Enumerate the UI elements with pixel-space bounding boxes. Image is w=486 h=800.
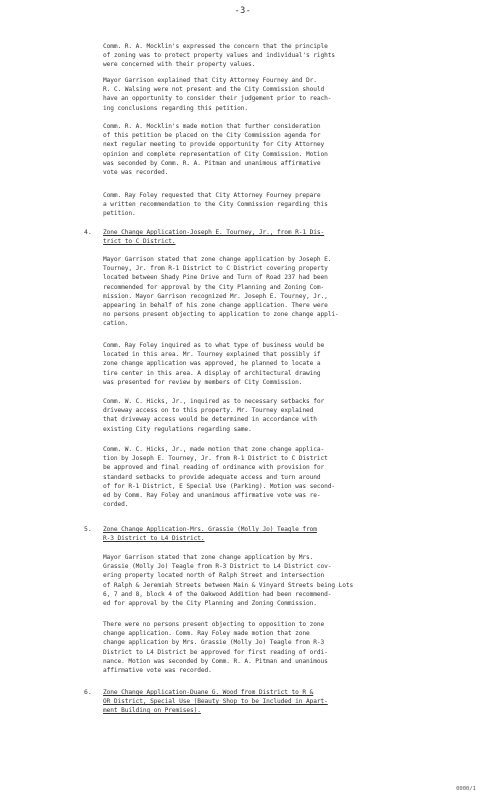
paragraph-mayor-explained: Mayor Garrison explained that City Attorney Fourney and Dr. R. C. Walsing were not present and the City Commission should have an opportunity to consider their judgement prior to reach- ing conclusions regarding this petition. bbox=[103, 77, 332, 112]
paragraph-mocklin-concern: Comm. R. A. Mocklin's expressed the concern that the principle of zoning was to protect property values and individual's rights were concerned with their property values. bbox=[103, 43, 336, 69]
paragraph-foley-request: Comm. Ray Foley requested that City Attorney Fourney prepare a written recommendation to the City Commission regarding this petition. bbox=[103, 192, 328, 218]
heading-zone-change-tourney: Zone Change Application-Joseph E. Tourney, Jr., from R-1 Dis- trict to C District. bbox=[103, 229, 325, 246]
paragraph-no-objection-teagle: There were no persons present objecting to opposition to zone change application. Comm. Ray Foley made motion that zone change application by Mrs. Grassie (Molly Jo) Teagle from R-3 District to L4 District be approved for first reading of ordi- nance. Motion was seconded by Comm. R. A. Pitman and unanimous affirmative vote was recorded. bbox=[103, 621, 328, 675]
page-number: -3- bbox=[234, 6, 252, 16]
heading-zone-change-teagle: Zone Change Application-Mrs. Grassie (Molly Jo) Teagle from R-3 District to L4 District. bbox=[103, 526, 317, 543]
item-number-6: 6. bbox=[84, 688, 92, 696]
heading-zone-change-wood: Zone Change Application-Duane G. Wood from District to R & OR District, Special Use (Beauty Shop to be Included in Apart- ment Building on Premises). bbox=[103, 689, 328, 715]
footer-code: 0000/1 bbox=[456, 786, 476, 792]
paragraph-motion-agenda: Comm. R. A. Mocklin's made motion that further consideration of this petition be placed on the City Commission agenda for next regular meeting to provide opportunity for City Attorney opinion and complete representation of City Commission. Motion was seconded by Comm. R. A. Pitman and unanimous affirmative vote was recorded. bbox=[103, 123, 328, 177]
item-number-4: 4. bbox=[84, 228, 92, 236]
paragraph-hicks-motion: Comm. W. C. Hicks, Jr., made motion that zone change applica- tion by Joseph E. Tourney, Jr. from R-1 District to C District be approved and final reading of ordinance with provision for standard setbacks to provide adequate access and turn around of for R-1 District, E Special Use (Parking). Motion was second- ed by Comm. Ray Foley and unanimous affirmative vote was re- corded. bbox=[103, 446, 336, 509]
item-number-5: 5. bbox=[84, 525, 92, 533]
paragraph-mayor-tourney: Mayor Garrison stated that zone change application by Joseph E. Tourney, Jr. from R-1 District to C District covering property located between Shady Pine Drive and Turn of Road 237 had been recommended for approval by the City Planning and Zoning Com- mission. Mayor Garrison recognized Mr. Joseph E. Tourney, Jr., appearing in behalf of his zone change application. There were no persons present objecting to application to zone change appli- cation. bbox=[103, 256, 339, 328]
paragraph-mayor-teagle: Mayor Garrison stated that zone change application by Mrs. Grassie (Molly Jo) Teagle from R-3 District to L4 District cov- ering property located north of Ralph Street and intersection of Ralph & Jeremiah Streets between Main & Vinyard Streets being Lots 6, 7 and 8, block 4 of the Oakwood Addition had been recommend- ed for approval by the City Planning and Zoning Commission. bbox=[103, 554, 354, 608]
paragraph-hicks-inquired: Comm. W. C. Hicks, Jr., inquired as to necessary setbacks for driveway access on to this property. Mr. Tourney explained that driveway access would be determined in accordance with existing City regulations regarding same. bbox=[103, 398, 325, 433]
paragraph-foley-inquired: Comm. Ray Foley inquired as to what type of business would be located in this area. Mr. Tourney explained that possibly if zone change application was approved, he planned to locate a tire center in this area. A display of architectural drawing was presented for review by members of City Commission. bbox=[103, 342, 325, 386]
